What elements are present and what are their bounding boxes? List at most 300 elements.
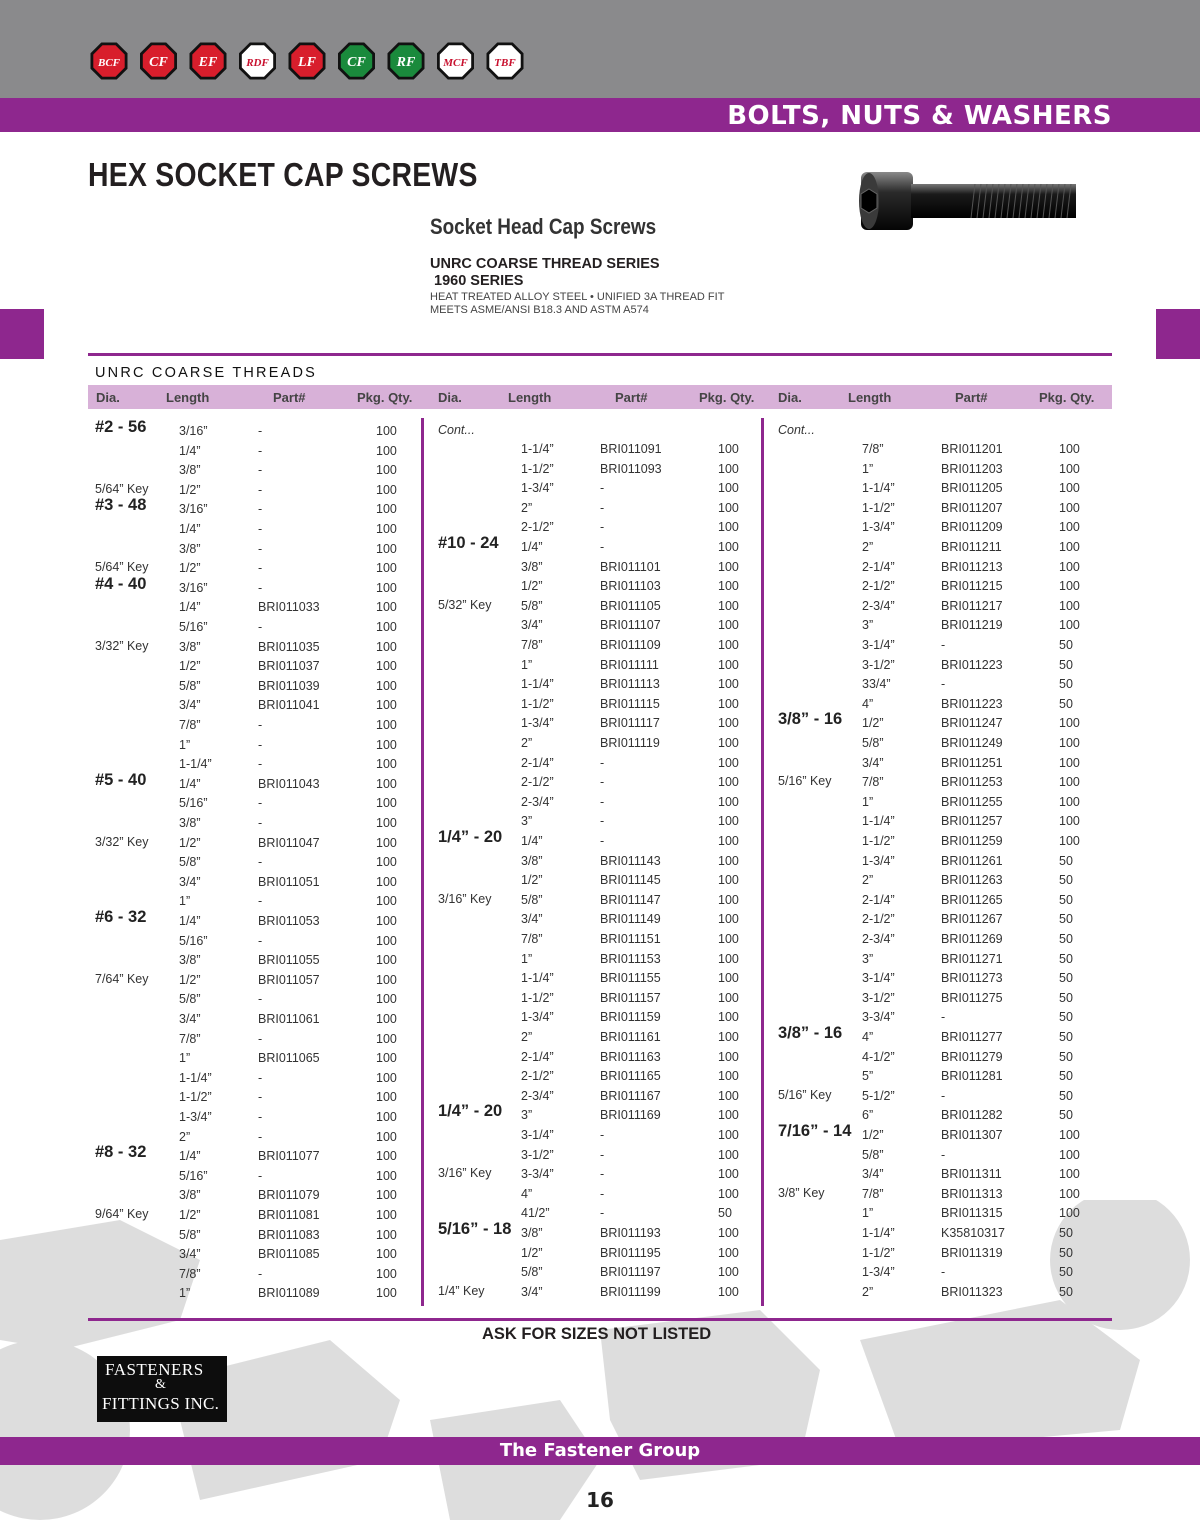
length-cell: 3-3/4” <box>862 1010 895 1025</box>
part-number-cell: BRI011223 <box>941 696 1003 711</box>
pkg-qty-cell: 100 <box>376 541 397 556</box>
part-number-cell: - <box>600 1128 605 1142</box>
header-pkg-qty: Pkg. Qty. <box>357 390 413 405</box>
pkg-qty-cell: 100 <box>718 1049 739 1064</box>
part-number-cell: BRI011193 <box>600 1226 661 1240</box>
pkg-qty-cell: 100 <box>718 1069 739 1084</box>
pkg-qty-cell: 100 <box>1059 618 1080 633</box>
length-cell: 7/8” <box>521 932 543 946</box>
length-cell: 7/8” <box>862 1186 884 1201</box>
pkg-qty-cell: 100 <box>718 990 739 1005</box>
length-cell: 2” <box>862 540 874 554</box>
length-cell: 5/8” <box>179 992 201 1007</box>
pkg-qty-cell: 100 <box>718 794 739 809</box>
length-cell: 1-1/2” <box>862 1245 895 1260</box>
part-number-cell: - <box>258 620 263 634</box>
length-cell: 3/4” <box>179 698 201 713</box>
length-cell: 2” <box>521 500 533 515</box>
length-cell: 4” <box>862 696 874 711</box>
length-cell: 1/2” <box>179 482 201 497</box>
right-edge-tab <box>1156 309 1200 359</box>
length-cell: 1-3/4” <box>521 481 554 496</box>
length-cell: 3/8” <box>179 953 201 968</box>
pkg-qty-cell: 100 <box>376 1110 397 1124</box>
part-number-cell: BRI011271 <box>941 951 1003 966</box>
part-number-cell: BRI011315 <box>941 1206 1003 1221</box>
part-number-cell: BRI011215 <box>941 579 1003 594</box>
diameter-label: #6 - 32 <box>95 908 147 926</box>
length-cell: 2” <box>521 1030 533 1044</box>
pkg-qty-cell: 100 <box>718 442 739 456</box>
pkg-qty-cell: 100 <box>376 424 397 438</box>
pkg-qty-cell: 100 <box>376 1188 397 1203</box>
part-number-cell: - <box>258 424 263 438</box>
length-cell: 1/4” <box>179 914 201 928</box>
part-number-cell: - <box>600 1167 605 1182</box>
part-number-cell: BRI011277 <box>941 1030 1003 1044</box>
series-line-1: UNRC COARSE THREAD SERIES <box>430 256 660 272</box>
pkg-qty-cell: 100 <box>376 502 397 517</box>
pkg-qty-cell: 100 <box>1059 1128 1080 1142</box>
part-number-cell: BRI011223 <box>941 657 1003 672</box>
pkg-qty-cell: 100 <box>1059 1147 1080 1162</box>
pkg-qty-cell: 100 <box>376 1129 397 1144</box>
hex-key-label: 5/64” Key <box>95 560 149 575</box>
part-number-cell: BRI011065 <box>258 1051 320 1066</box>
part-number-cell: BRI011207 <box>941 500 1003 515</box>
part-number-cell: - <box>258 796 263 811</box>
pkg-qty-cell: 100 <box>718 736 739 750</box>
pkg-qty-cell: 100 <box>718 1108 739 1123</box>
pkg-qty-cell: 100 <box>376 1168 397 1183</box>
pkg-qty-cell: 100 <box>376 463 397 478</box>
pkg-qty-cell: 100 <box>376 796 397 811</box>
pkg-qty-cell: 100 <box>376 972 397 987</box>
pkg-qty-cell: 100 <box>376 776 397 791</box>
diameter-label: #3 - 48 <box>95 496 147 515</box>
length-cell: 1-1/2” <box>862 500 895 515</box>
pkg-qty-cell: 100 <box>376 1227 397 1242</box>
length-cell: 3/16” <box>179 502 208 517</box>
part-number-cell: BRI011209 <box>941 520 1003 535</box>
pkg-qty-cell: 50 <box>1059 912 1073 927</box>
part-number-cell: BRI011169 <box>600 1108 661 1123</box>
part-number-cell: BRI011051 <box>258 874 320 889</box>
length-cell: 3-1/2” <box>862 657 895 672</box>
pkg-qty-cell: 100 <box>718 1167 739 1182</box>
length-cell: 3/8” <box>521 1226 543 1240</box>
part-number-cell: BRI011163 <box>600 1049 661 1064</box>
part-number-cell: - <box>941 677 946 692</box>
part-number-cell: - <box>258 992 263 1007</box>
pkg-qty-cell: 100 <box>718 971 739 986</box>
length-cell: 3/8” <box>179 639 201 654</box>
brand-logo-lf <box>289 43 326 80</box>
pkg-qty-cell: 100 <box>718 834 739 848</box>
header-dia: Dia. <box>778 390 802 405</box>
part-number-cell: BRI011055 <box>258 953 320 968</box>
length-cell: 1-1/2” <box>521 461 554 476</box>
part-number-cell: - <box>941 1088 946 1103</box>
length-cell: 1/4” <box>521 540 543 554</box>
part-number-cell: BRI011079 <box>258 1188 320 1203</box>
pkg-qty-cell: 100 <box>1059 520 1080 535</box>
length-cell: 4-1/2” <box>862 1049 895 1064</box>
pkg-qty-cell: 100 <box>376 482 397 497</box>
pkg-qty-cell: 50 <box>1059 1245 1073 1260</box>
length-cell: 5/8” <box>521 598 543 613</box>
pkg-qty-cell: 100 <box>376 914 397 928</box>
part-number-cell: BRI011093 <box>600 461 662 476</box>
pkg-qty-cell: 100 <box>376 1012 397 1026</box>
table-top-rule <box>88 353 1112 356</box>
hex-key-label: 9/64” Key <box>95 1207 149 1221</box>
pkg-qty-cell: 100 <box>376 698 397 713</box>
length-cell: 1/2” <box>521 873 543 888</box>
part-number-cell: - <box>258 482 263 497</box>
length-cell: 7/8” <box>862 775 884 790</box>
length-cell: 33/4” <box>862 677 891 692</box>
brand-logo-ef <box>190 43 227 80</box>
pkg-qty-cell: 100 <box>376 522 397 536</box>
length-cell: 1-1/4” <box>521 971 554 986</box>
part-number-cell: BRI011109 <box>600 638 661 652</box>
length-cell: 1-1/4” <box>862 814 895 829</box>
part-number-cell: - <box>258 561 263 576</box>
table-label: UNRC COARSE THREADS <box>95 365 318 381</box>
part-number-cell: - <box>600 481 605 496</box>
pkg-qty-cell: 100 <box>718 814 739 829</box>
pkg-qty-cell: 50 <box>1059 677 1073 692</box>
length-cell: 1” <box>179 1286 191 1301</box>
pkg-qty-cell: 100 <box>718 1186 739 1201</box>
pkg-qty-cell: 100 <box>718 1284 739 1299</box>
pkg-qty-cell: 100 <box>718 598 739 613</box>
hex-key-label: 3/32” Key <box>95 638 149 653</box>
logo-line-2: & <box>155 1377 166 1392</box>
pkg-qty-cell: 50 <box>1059 990 1073 1005</box>
pkg-qty-cell: 100 <box>718 1265 739 1280</box>
part-number-cell: BRI011113 <box>600 677 660 692</box>
pkg-qty-cell: 50 <box>1059 873 1073 888</box>
pkg-qty-cell: 50 <box>1059 657 1073 672</box>
header-part: Part# <box>615 390 648 405</box>
part-number-cell: BRI011035 <box>258 639 320 654</box>
length-cell: 3/8” <box>179 816 201 830</box>
part-number-cell: BRI011033 <box>258 600 320 615</box>
part-number-cell: BRI011281 <box>941 1069 1003 1084</box>
pkg-qty-cell: 100 <box>376 561 397 576</box>
part-number-cell: BRI011145 <box>600 873 661 888</box>
pkg-qty-cell: 100 <box>1059 716 1080 731</box>
pkg-qty-cell: 50 <box>1059 1049 1073 1064</box>
pkg-qty-cell: 100 <box>718 540 739 554</box>
pkg-qty-cell: 100 <box>718 618 739 633</box>
length-cell: 3-1/2” <box>862 990 895 1005</box>
pkg-qty-cell: 100 <box>376 600 397 615</box>
part-number-cell: BRI011255 <box>941 794 1003 809</box>
part-number-cell: BRI011195 <box>600 1245 661 1260</box>
length-cell: 1” <box>179 737 191 752</box>
length-cell: 1-3/4” <box>521 1010 554 1025</box>
part-number-cell: BRI011105 <box>600 598 661 613</box>
pkg-qty-cell: 100 <box>376 1031 397 1046</box>
brand-logo-cf <box>140 43 177 80</box>
pkg-qty-cell: 100 <box>1059 598 1080 613</box>
pkg-qty-cell: 100 <box>376 659 397 674</box>
part-number-cell: K35810317 <box>941 1226 1005 1240</box>
length-cell: 5/16” <box>179 796 208 811</box>
pkg-qty-cell: 50 <box>1059 1030 1073 1044</box>
length-cell: 1/4” <box>179 1149 201 1164</box>
length-cell: 7/8” <box>862 442 884 456</box>
part-number-cell: BRI011282 <box>941 1108 1003 1123</box>
pkg-qty-cell: 100 <box>718 500 739 515</box>
pkg-qty-cell: 100 <box>376 678 397 693</box>
pkg-qty-cell: 100 <box>376 816 397 830</box>
part-number-cell: BRI011279 <box>941 1049 1003 1064</box>
pkg-qty-cell: 50 <box>1059 1069 1073 1084</box>
part-number-cell: BRI011117 <box>600 716 660 731</box>
section-bar <box>0 98 1200 132</box>
diameter-label: 5/16” - 18 <box>438 1220 512 1238</box>
part-number-cell: - <box>258 1266 263 1281</box>
length-cell: 1-3/4” <box>862 520 895 535</box>
hex-key-label: 5/64” Key <box>95 481 149 496</box>
pkg-qty-cell: 100 <box>718 716 739 731</box>
pkg-qty-cell: 100 <box>376 1051 397 1066</box>
part-number-cell: - <box>600 1186 605 1201</box>
part-number-cell: BRI011251 <box>941 755 1003 770</box>
pkg-qty-cell: 100 <box>718 775 739 790</box>
footer-bar <box>0 1437 1200 1465</box>
length-cell: 5/8” <box>179 1227 201 1242</box>
left-edge-tab <box>0 309 44 359</box>
length-cell: 5/8” <box>521 1265 543 1280</box>
part-number-cell: BRI011107 <box>600 618 661 633</box>
length-cell: 2” <box>521 736 533 750</box>
header-pkg-qty: Pkg. Qty. <box>1039 390 1095 405</box>
pkg-qty-cell: 100 <box>376 1286 397 1301</box>
pkg-qty-cell: 100 <box>376 737 397 752</box>
diameter-label: 7/16” - 14 <box>778 1122 852 1140</box>
pkg-qty-cell: 100 <box>376 1090 397 1105</box>
header-part: Part# <box>955 390 988 405</box>
pkg-qty-cell: 100 <box>718 1147 739 1162</box>
part-number-cell: BRI011077 <box>258 1149 320 1164</box>
length-cell: 4” <box>521 1186 533 1201</box>
length-cell: 3/4” <box>862 1167 884 1182</box>
hex-key-label: 5/32” Key <box>438 597 492 612</box>
pkg-qty-cell: 100 <box>376 835 397 850</box>
pkg-qty-cell: 100 <box>376 620 397 634</box>
page-title: HEX SOCKET CAP SCREWS <box>88 156 478 193</box>
hex-key-label: 7/64” Key <box>95 971 149 986</box>
pkg-qty-cell: 50 <box>1059 1088 1073 1103</box>
length-cell: 2-1/2” <box>521 1069 554 1084</box>
pkg-qty-cell: 100 <box>376 580 397 595</box>
pkg-qty-cell: 50 <box>1059 1226 1073 1240</box>
pkg-qty-cell: 100 <box>1059 834 1080 848</box>
part-number-cell: BRI011091 <box>600 442 662 456</box>
part-number-cell: - <box>258 463 263 478</box>
part-number-cell: BRI011039 <box>258 678 320 693</box>
part-number-cell: BRI011057 <box>258 972 320 987</box>
length-cell: 3/4” <box>179 1247 201 1262</box>
length-cell: 7/8” <box>521 638 543 652</box>
pkg-qty-cell: 100 <box>718 873 739 888</box>
page-number: 16 <box>586 1488 614 1512</box>
part-number-cell: BRI011217 <box>941 598 1003 613</box>
part-number-cell: - <box>600 814 605 829</box>
length-cell: 1-1/2” <box>521 990 554 1005</box>
brand-logo-text: LF <box>298 55 316 70</box>
pkg-qty-cell: 50 <box>718 1206 732 1221</box>
pkg-qty-cell: 100 <box>1059 736 1080 750</box>
length-cell: 3/4” <box>521 912 543 927</box>
length-cell: 3” <box>521 814 533 829</box>
length-cell: 1-1/4” <box>862 481 895 496</box>
pkg-qty-cell: 50 <box>1059 1265 1073 1280</box>
header-length: Length <box>848 390 892 405</box>
diameter-label: #10 - 24 <box>438 534 499 552</box>
pkg-qty-cell: 100 <box>1059 540 1080 554</box>
length-cell: 2-1/4” <box>862 559 895 574</box>
brand-logo-row <box>88 40 533 82</box>
part-number-cell: BRI011119 <box>600 736 660 750</box>
section-title: BOLTS, NUTS & WASHERS <box>727 101 1112 131</box>
part-number-cell: BRI011269 <box>941 932 1003 946</box>
length-cell: 3/8” <box>521 853 543 868</box>
brand-logo-text: BCF <box>97 57 121 69</box>
part-number-cell: BRI011313 <box>941 1186 1003 1201</box>
pkg-qty-cell: 100 <box>718 696 739 711</box>
part-number-cell: - <box>258 933 263 948</box>
length-cell: 1-3/4” <box>862 853 895 868</box>
brand-logo-text: RDF <box>246 57 269 69</box>
length-cell: 1” <box>862 794 874 809</box>
length-cell: 1/2” <box>179 659 201 674</box>
length-cell: 1-1/4” <box>521 677 554 692</box>
pkg-qty-cell: 100 <box>376 1149 397 1164</box>
part-number-cell: BRI011149 <box>600 912 661 927</box>
part-number-cell: BRI011153 <box>600 951 661 966</box>
part-number-cell: - <box>600 755 605 770</box>
pkg-qty-cell: 100 <box>718 677 739 692</box>
pkg-qty-cell: 100 <box>376 953 397 968</box>
part-number-cell: - <box>258 580 263 595</box>
pkg-qty-cell: 100 <box>718 1088 739 1103</box>
pkg-qty-cell: 100 <box>1059 1206 1080 1221</box>
hex-key-label: 3/32” Key <box>95 834 149 849</box>
part-number-cell: BRI011259 <box>941 834 1003 848</box>
length-cell: 5/16” <box>179 1168 208 1183</box>
length-cell: 1-1/4” <box>862 1226 895 1240</box>
pkg-qty-cell: 100 <box>718 912 739 927</box>
part-number-cell: - <box>258 737 263 752</box>
length-cell: 1/2” <box>862 1128 884 1142</box>
part-number-cell: BRI011041 <box>258 698 320 713</box>
part-number-cell: - <box>600 1206 605 1221</box>
length-cell: 7/8” <box>179 1031 201 1046</box>
length-cell: 2-1/2” <box>521 775 554 790</box>
pkg-qty-cell: 100 <box>718 481 739 496</box>
part-number-cell: BRI011053 <box>258 914 320 928</box>
pkg-qty-cell: 100 <box>718 638 739 652</box>
pkg-qty-cell: 100 <box>718 559 739 574</box>
length-cell: 1/4” <box>179 600 201 615</box>
part-number-cell: BRI011211 <box>941 540 1002 554</box>
part-number-cell: - <box>600 520 605 535</box>
length-cell: 5/8” <box>179 678 201 693</box>
pkg-qty-cell: 100 <box>1059 481 1080 496</box>
pkg-qty-cell: 100 <box>718 932 739 946</box>
part-number-cell: BRI011111 <box>600 657 659 672</box>
length-cell: 1/2” <box>179 561 201 576</box>
length-cell: 5/8” <box>862 1147 884 1162</box>
length-cell: 2-3/4” <box>521 794 554 809</box>
length-cell: 1/2” <box>179 835 201 850</box>
part-number-cell: - <box>941 638 946 652</box>
part-number-cell: BRI011249 <box>941 736 1003 750</box>
length-cell: 1-3/4” <box>862 1265 895 1280</box>
spec-line-2: MEETS ASME/ANSI B18.3 AND ASTM A574 <box>430 304 649 316</box>
part-number-cell: BRI011213 <box>941 559 1003 574</box>
length-cell: 5” <box>862 1069 874 1084</box>
length-cell: 3/8” <box>521 559 543 574</box>
pkg-qty-cell: 50 <box>1059 932 1073 946</box>
part-number-cell: BRI011311 <box>941 1167 1002 1182</box>
part-number-cell: - <box>258 1070 263 1085</box>
part-number-cell: BRI011085 <box>258 1247 320 1262</box>
pkg-qty-cell: 100 <box>718 1128 739 1142</box>
pkg-qty-cell: 50 <box>1059 638 1073 652</box>
logo-line-3: FITTINGS INC. <box>102 1394 220 1413</box>
pkg-qty-cell: 100 <box>718 461 739 476</box>
part-number-cell: BRI011257 <box>941 814 1003 829</box>
length-cell: 3” <box>521 1108 533 1123</box>
part-number-cell: BRI011037 <box>258 659 320 674</box>
part-number-cell: BRI011167 <box>600 1088 661 1103</box>
pkg-qty-cell: 100 <box>718 520 739 535</box>
part-number-cell: BRI011247 <box>941 716 1003 731</box>
part-number-cell: - <box>258 757 263 772</box>
length-cell: 2-3/4” <box>862 598 895 613</box>
pkg-qty-cell: 100 <box>376 443 397 458</box>
pkg-qty-cell: 50 <box>1059 892 1073 907</box>
pkg-qty-cell: 100 <box>718 579 739 594</box>
part-number-cell: - <box>941 1010 946 1025</box>
length-cell: 3-3/4” <box>521 1167 554 1182</box>
length-cell: 1” <box>521 657 533 672</box>
length-cell: 1” <box>179 894 191 909</box>
length-cell: 2-1/2” <box>862 912 895 927</box>
part-number-cell: - <box>258 443 263 458</box>
pkg-qty-cell: 100 <box>718 1226 739 1240</box>
hex-key-label: 3/16” Key <box>438 1166 492 1181</box>
length-cell: 3/8” <box>179 541 201 556</box>
header-part: Part# <box>273 390 306 405</box>
brand-logo-rdf <box>239 43 276 80</box>
length-cell: 2-1/4” <box>521 1049 554 1064</box>
pkg-qty-cell: 100 <box>376 933 397 948</box>
length-cell: 1-1/4” <box>179 1070 212 1085</box>
part-number-cell: - <box>600 540 605 554</box>
continued-label: Cont... <box>438 423 475 437</box>
pkg-qty-cell: 100 <box>1059 794 1080 809</box>
part-number-cell: BRI011081 <box>258 1208 320 1222</box>
length-cell: 5/8” <box>862 736 884 750</box>
